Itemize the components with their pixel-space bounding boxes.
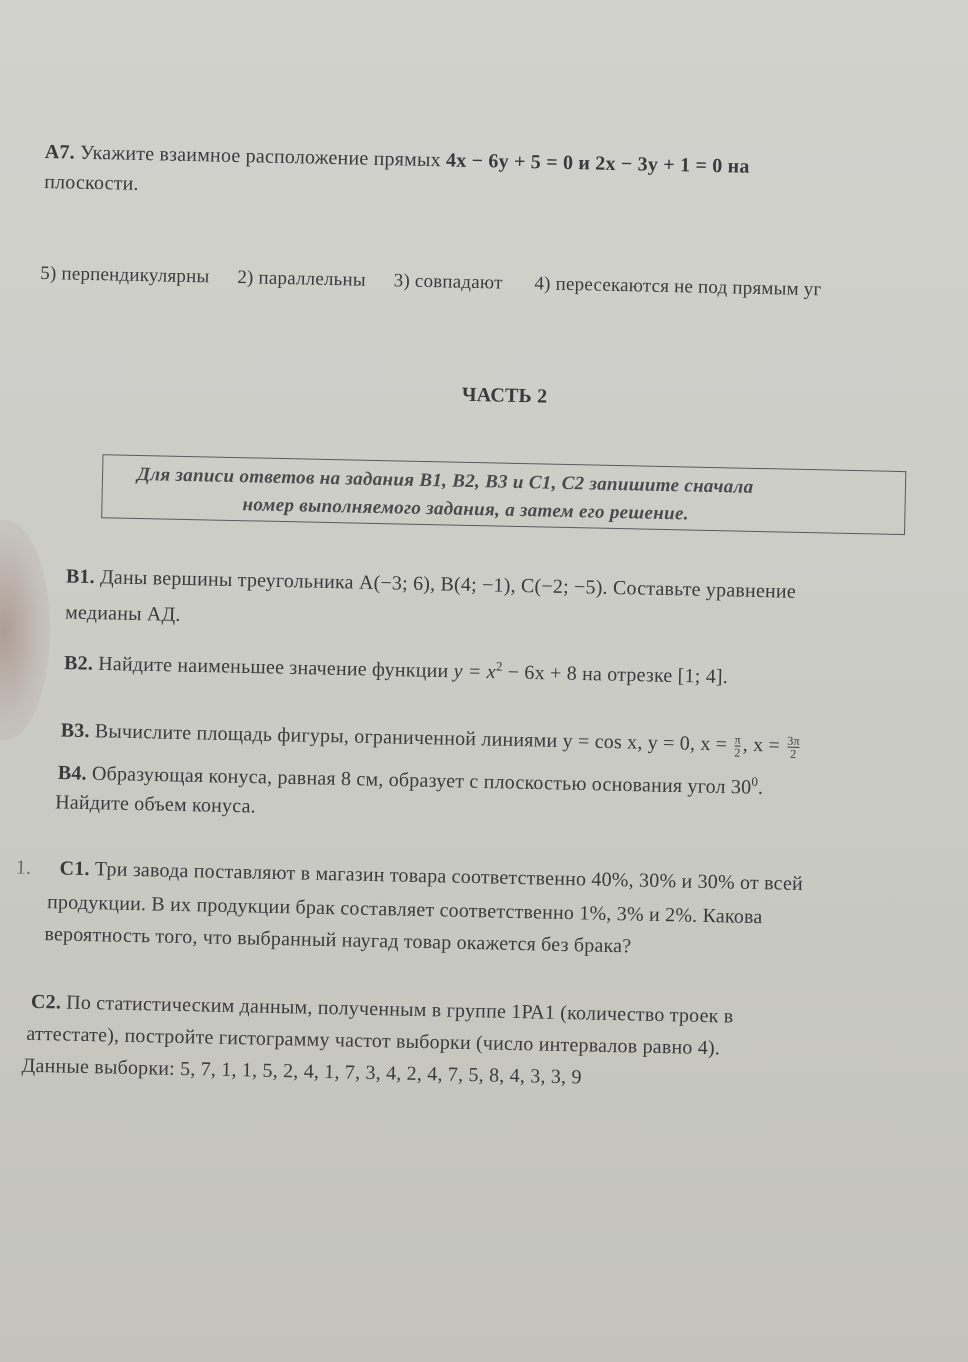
b4-line2: Найдите объем конуса. [54,791,257,818]
b2-formula: y = x [453,660,497,684]
b3-text: Вычислите площадь фигуры, ограниченной линиями y = cos x, y = 0, x = [94,720,728,756]
instruction-line2: номер выполняемого задания, а затем его решение. [242,494,689,525]
a7-option-4: 4) пересекаются не под прямым уг [534,273,822,301]
a7-option-1: 5) перпендикулярны [40,262,210,288]
a7-option-2: 2) параллельны [237,267,367,291]
b3-mid: , x = [742,733,781,757]
b1-question [66,566,796,604]
b2-exponent: 2 [495,658,503,674]
c2-line2: аттестате), постройте гистограмму частот выборки (число интервалов равно 4). [26,1022,721,1060]
b3-fraction-2 [787,735,800,760]
b3-frac1-den: 2 [734,745,741,760]
c1-question [16,857,804,896]
b1-line2: медианы АД. [64,601,181,626]
a7-equation: 4x − 6y + 5 = 0 и 2x − 3y + 1 = 0 на [445,149,750,178]
a7-label: А7. [44,140,76,164]
b4-line1: Образующая конуса, равная 8 см, образует с плоскостью основания угол 30 [91,762,752,799]
b4-line1-end: . [757,776,764,799]
c2-data-label: Данные выборки: [21,1054,176,1080]
instruction-box [101,454,906,535]
b3-frac1-num: π [734,732,742,747]
c2-line1: По статистическим данным, полученным в группе 1РА1 (количество троек в [66,991,734,1028]
a7-question [45,141,750,179]
b2-question [64,649,728,689]
b2-tail: − 6x + 8 на отрезке [1; 4]. [502,661,729,689]
part2-title: ЧАСТЬ 2 [461,383,548,408]
c1-line3: вероятность того, что выбранный наугад товар окажется без брака? [44,923,632,958]
b3-question [60,719,802,760]
c1-line1: Три завода поставляют в магазин товара соответственно 40%, 30% и 30% от всей [94,858,804,896]
b3-frac2-den: 2 [787,747,800,760]
c1-number: 1. [15,856,32,879]
c2-question [31,991,734,1029]
c1-line2: продукции. В их продукции брак составляет соответственно 1%, 3% и 2%. Какова [46,891,763,929]
b4-label: В4. [57,762,88,785]
b3-label: В3. [60,719,90,743]
c1-label: С1. [59,857,90,881]
a7-text-line2: плоскости. [43,170,139,195]
b3-frac2-num: 3π [787,733,800,748]
b4-degree: 0 [751,773,759,790]
instruction-line1: Для записи ответов на задания В1, В2, В3 и С1, С2 запишите сначала [136,463,754,498]
b2-label: В2. [63,652,94,675]
c2-data-values: 5, 7, 1, 1, 5, 2, 4, 1, 7, 3, 4, 2, 4, 7, 5, 8, 4, 3, 3, 9 [179,1058,582,1089]
a7-option-3: 3) совпадают [393,270,503,294]
b1-label: В1. [65,565,96,589]
a7-options [40,263,822,301]
c2-line3 [21,1055,581,1090]
c2-label: С2. [30,990,62,1014]
b3-fraction-1 [734,734,741,759]
b1-line1: Даны вершины треугольника A(−3; 6), B(4; −1), C(−2; −5). Составьте уравнение [99,566,797,603]
a7-text-line1: Укажите взаимное расположение прямых [79,141,442,172]
b2-text: Найдите наименьшее значение функции [98,652,449,683]
